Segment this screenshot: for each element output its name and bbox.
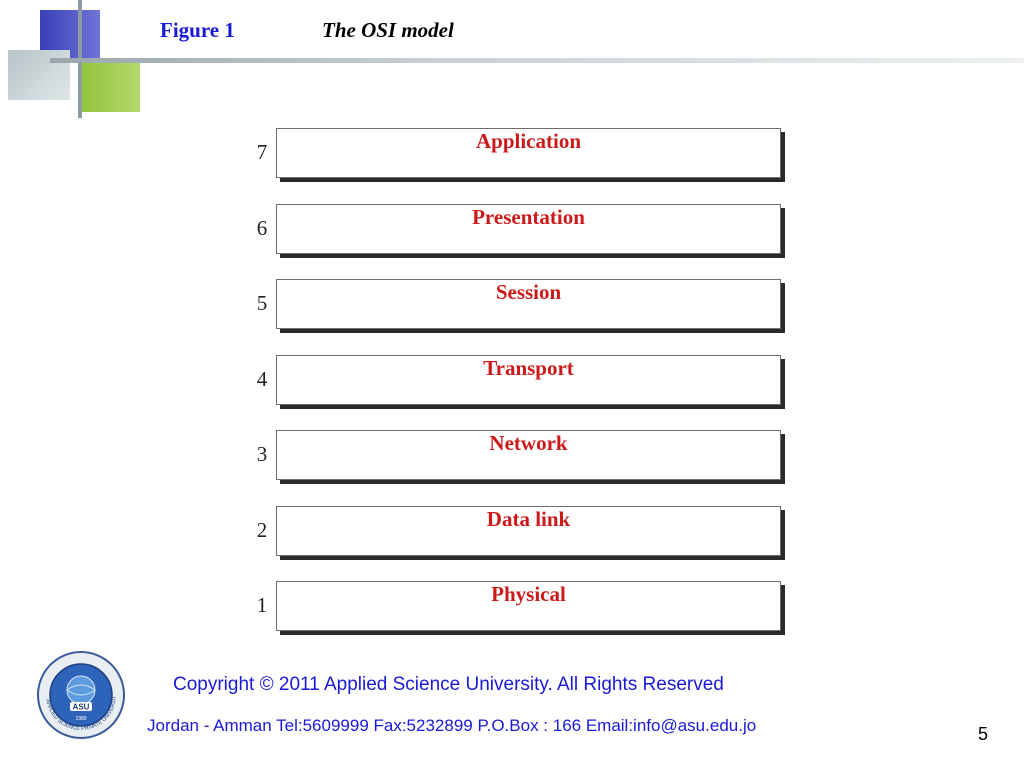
layer-box (276, 204, 781, 254)
layer-name: Transport (483, 356, 574, 380)
osi-layer-1 (252, 581, 792, 635)
layer-number: 2 (256, 518, 268, 542)
svg-text:ASU: ASU (72, 702, 90, 712)
layer-name: Network (489, 431, 568, 455)
layer-box (276, 355, 781, 405)
figure-label: Figure 1 (160, 18, 235, 42)
layer-number: 5 (256, 291, 268, 315)
osi-layer-2 (252, 506, 792, 560)
osi-layer-3 (252, 430, 792, 484)
layer-box (276, 506, 781, 556)
layer-name: Presentation (472, 205, 585, 229)
slide-title: The OSI model (322, 18, 454, 42)
layer-number: 7 (256, 140, 268, 164)
university-logo (36, 650, 126, 740)
layer-box (276, 581, 781, 631)
osi-layer-6 (252, 204, 792, 258)
osi-layer-4 (252, 355, 792, 409)
svg-text:1989: 1989 (75, 716, 87, 722)
layer-name: Physical (491, 582, 566, 606)
page-number: 5 (978, 724, 989, 744)
osi-layer-5 (252, 279, 792, 333)
decor-horizontal-line (50, 58, 1024, 63)
layer-box (276, 430, 781, 480)
layer-number: 3 (256, 442, 268, 466)
layer-number: 4 (256, 367, 268, 391)
layer-number: 6 (256, 216, 268, 240)
layer-number: 1 (256, 593, 268, 617)
layer-box (276, 279, 781, 329)
layer-name: Session (495, 280, 562, 304)
layer-box (276, 128, 781, 178)
copyright-text: Copyright © 2011 Applied Science University. All Rights Reserved (173, 674, 724, 695)
layer-name: Data link (486, 507, 571, 531)
osi-layer-7 (252, 128, 792, 182)
decor-green-square (80, 58, 140, 112)
svg-text:APPLIED SCIENCE PRIVATE UNIVER: APPLIED SCIENCE PRIVATE UNIVERSIT (44, 695, 119, 733)
layer-name: Application (475, 129, 582, 153)
contact-address: Jordan - Amman Tel:5609999 Fax:5232899 P.O.Box : 166 Email:info@asu.edu.jo (147, 716, 757, 735)
